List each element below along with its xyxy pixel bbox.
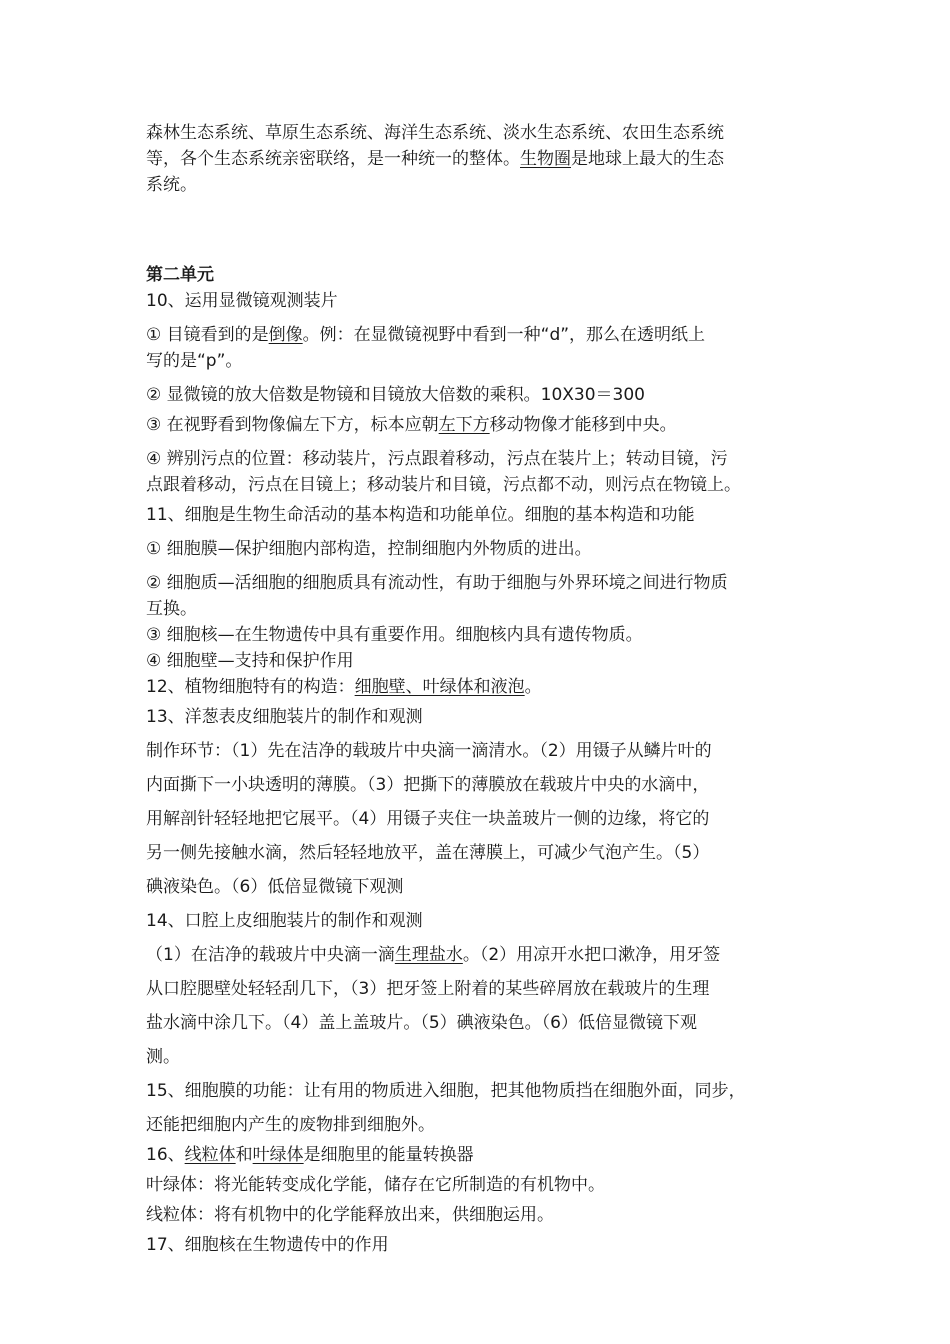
section-14 [146, 908, 826, 1070]
paragraph-line: 测。 [146, 1047, 180, 1067]
paragraph-line: ① 目镜看到的是倒像。例：在显微镜视野中看到一种“d”，那么在透明纸上 [146, 325, 706, 345]
paragraph-line: 叶绿体：将光能转变成化学能，储存在它所制造的有机物中。 [146, 1175, 605, 1195]
section-16 [146, 1142, 826, 1228]
paragraph-line: ④ 辨别污点的位置：移动装片，污点跟着移动，污点在装片上；转动目镜，污 [146, 449, 728, 469]
underlined-term: 左下方 [438, 415, 490, 435]
paragraph-line: ① 细胞膜—保护细胞内部构造，控制细胞内外物质的进出。 [146, 539, 592, 559]
spacer [146, 198, 826, 262]
section-title: 16、线粒体和叶绿体是细胞里的能量转换器 [146, 1145, 474, 1165]
document-page [146, 120, 826, 1258]
paragraph-line: 内面撕下一小块透明的薄膜。（3）把撕下的薄膜放在载玻片中央的水滴中， [146, 775, 710, 795]
intro-paragraph [146, 120, 826, 198]
section-title: 14、口腔上皮细胞装片的制作和观测 [146, 911, 423, 931]
intro-line: 系统。 [146, 175, 197, 195]
paragraph-line: ③ 在视野看到物像偏左下方，标本应朝左下方移动物像才能移到中央。 [146, 415, 677, 435]
paragraph-line: 另一侧先接触水滴，然后轻轻地放平，盖在薄膜上，可减少气泡产生。（5） [146, 843, 710, 863]
section-title: 13、洋葱表皮细胞装片的制作和观测 [146, 707, 423, 727]
paragraph-line: （1）在洁净的载玻片中央滴一滴生理盐水。（2）用凉开水把口漱净，用牙签 [146, 945, 721, 965]
paragraph-line: 用解剖针轻轻地把它展平。（4）用镊子夹住一块盖玻片一侧的边缘，将它的 [146, 809, 710, 829]
paragraph-line: ③ 细胞核—在生物遗传中具有重要作用。细胞核内具有遗传物质。 [146, 625, 643, 645]
underlined-term: 线粒体 [184, 1145, 236, 1165]
intro-line: 等，各个生态系统亲密联络，是一种统一的整体。生物圈是地球上最大的生态 [146, 149, 724, 169]
paragraph-line: 15、细胞膜的功能：让有用的物质进入细胞，把其他物质挡在细胞外面，同步， [146, 1081, 746, 1101]
section-13 [146, 704, 826, 900]
underlined-term: 细胞壁、叶绿体和液泡 [354, 677, 525, 697]
underlined-term: 叶绿体 [252, 1145, 304, 1165]
underlined-term: 倒像 [268, 325, 303, 345]
paragraph-line: ② 细胞质—活细胞的细胞质具有流动性，有助于细胞与外界环境之间进行物质 [146, 573, 728, 593]
section-title: 11、细胞是生物生命活动的基本构造和功能单位。细胞的基本构造和功能 [146, 505, 695, 525]
underlined-term: 生理盐水 [394, 945, 463, 965]
section-17-title: 17、细胞核在生物遗传中的作用 [146, 1235, 389, 1255]
unit-heading: 第二单元 [146, 265, 214, 285]
paragraph-line: 写的是“p”。 [146, 351, 243, 371]
paragraph-line: ④ 细胞壁—支持和保护作用 [146, 651, 354, 671]
underlined-term: 生物圈 [520, 149, 571, 169]
paragraph-line: ② 显微镜的放大倍数是物镜和目镜放大倍数的乘积。10X30＝300 [146, 385, 646, 405]
section-title: 10、运用显微镜观测装片 [146, 291, 338, 311]
paragraph-line: 碘液染色。（6）低倍显微镜下观测 [146, 877, 404, 897]
paragraph-line: 点跟着移动，污点在目镜上；移动装片和目镜，污点都不动，则污点在物镜上。 [146, 475, 741, 495]
section-15 [146, 1078, 826, 1138]
section-11 [146, 502, 826, 674]
paragraph-line: 互换。 [146, 599, 197, 619]
paragraph-line: 还能把细胞内产生的废物排到细胞外。 [146, 1115, 435, 1135]
paragraph-line: 线粒体：将有机物中的化学能释放出来，供细胞运用。 [146, 1205, 554, 1225]
section-12: 12、植物细胞特有的构造：细胞壁、叶绿体和液泡。 [146, 677, 542, 697]
paragraph-line: 从口腔腮壁处轻轻刮几下，（3）把牙签上附着的某些碎屑放在载玻片的生理 [146, 979, 710, 999]
intro-line: 森林生态系统、草原生态系统、海洋生态系统、淡水生态系统、农田生态系统 [146, 123, 724, 143]
section-10 [146, 288, 826, 498]
paragraph-line: 盐水滴中涂几下。（4）盖上盖玻片。（5）碘液染色。（6）低倍显微镜下观 [146, 1013, 697, 1033]
paragraph-line: 制作环节：（1）先在洁净的载玻片中央滴一滴清水。（2）用镊子从鳞片叶的 [146, 741, 712, 761]
